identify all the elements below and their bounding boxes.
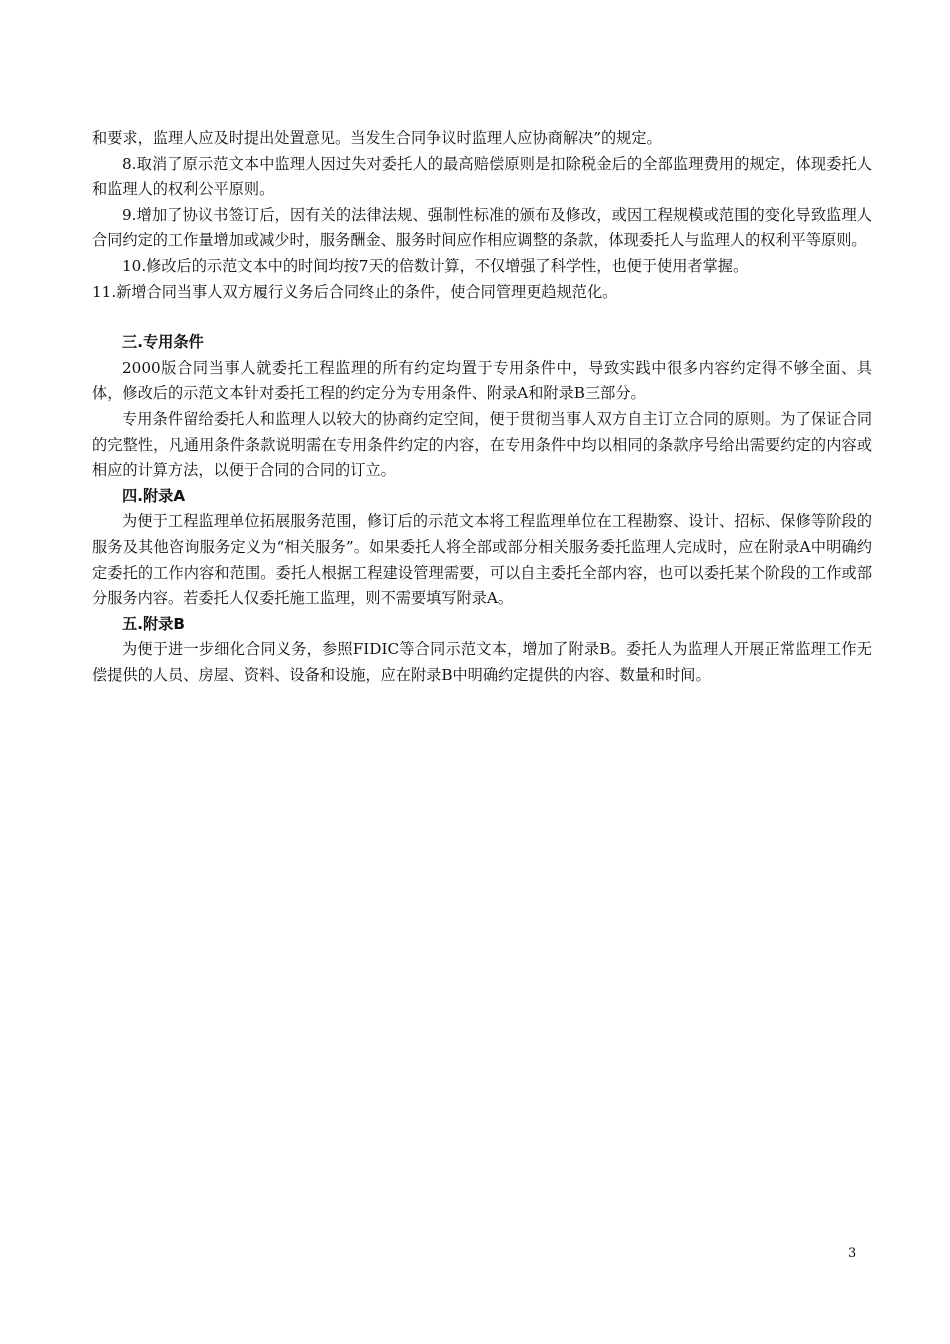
section-5-heading: 五.附录B	[122, 614, 185, 633]
page-number: 3	[848, 1246, 857, 1261]
section-3-paragraph-1: 2000版合同当事人就委托工程监理的所有约定均置于专用条件中，导致实践中很多内容约定得不够全面、具体，修改后的示范文本针对委托工程的约定分为专用条件、附录A和附录B三部分。	[92, 358, 872, 403]
paragraph-item-11: 11.新增合同当事人双方履行义务后合同终止的条件，使合同管理更趋规范化。	[92, 282, 618, 301]
paragraph-item-10: 10.修改后的示范文本中的时间均按7天的倍数计算，不仅增强了科学性，也便于使用者掌握。	[122, 256, 749, 275]
section-4-paragraph-1: 为便于工程监理单位拓展服务范围，修订后的示范文本将工程监理单位在工程勘察、设计、招标、保修等阶段的服务及其他咨询服务定义为“相关服务”。如果委托人将全部或部分相关服务委托监理人完成时，应在附录A中明确约定委托的工作内容和范围。委托人根据工程建设管理需要，可以自主委托全部内容，也可以委托某个阶段的工作或部分服务内容。若委托人仅委托施工监理，则不需要填写附录A。	[92, 512, 872, 608]
section-3-heading: 三.专用条件	[122, 333, 204, 352]
paragraph-item-8: 8.取消了原示范文本中监理人因过失对委托人的最高赔偿原则是扣除税金后的全部监理费用的规定，体现委托人和监理人的权利公平原则。	[92, 154, 872, 199]
paragraph-continuation: 和要求，监理人应及时提出处置意见。当发生合同争议时监理人应协商解决”的规定。	[92, 129, 662, 147]
paragraph-item-9: 9.增加了协议书签订后，因有关的法律法规、强制性标准的颁布及修改，或因工程规模或范围的变化导致监理人合同约定的工作量增加或减少时，服务酬金、服务时间应作相应调整的条款，体现委托人与监理人的权利平等原则。	[92, 205, 872, 250]
section-gap	[92, 305, 872, 330]
section-5-paragraph-1: 为便于进一步细化合同义务，参照FIDIC等合同示范文本，增加了附录B。委托人为监理人开展正常监理工作无偿提供的人员、房屋、资料、设备和设施，应在附录B中明确约定提供的内容、数量和时间。	[92, 640, 872, 684]
section-4-heading: 四.附录A	[122, 486, 186, 505]
section-3-paragraph-2: 专用条件留给委托人和监理人以较大的协商约定空间，便于贯彻当事人双方自主订立合同的原则。为了保证合同的完整性，凡通用条件条款说明需在专用条件约定的内容，在专用条件中均以相同的条款序号给出需要约定的内容或相应的计算方法，以便于合同的合同的订立。	[92, 409, 872, 480]
document-body	[92, 126, 872, 688]
